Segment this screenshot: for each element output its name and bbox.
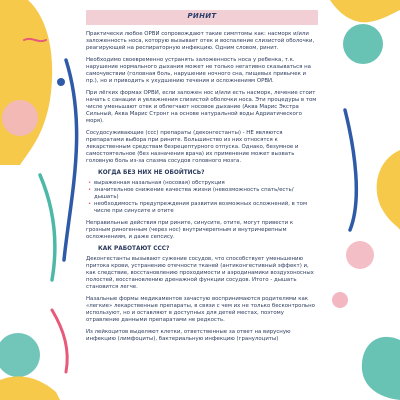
yellow-blob-left <box>0 0 52 165</box>
article <box>86 10 318 348</box>
paragraph: При лёгких формах ОРВИ, если заложен нос и/или есть насморк, лечение стоит начать с санации и увлажнения слизистой оболочки носа. Эти процедуры в том числе уменьшают отек и облегчают носовое дыхание (Аква Марис Экстра Сильный, Аква Марис Стронг на основе натуральной воды Адриатического моря). <box>86 90 317 124</box>
list-item <box>86 201 318 215</box>
section-heading: КОГДА БЕЗ НИХ НЕ ОБОЙТИСЬ? <box>98 170 205 176</box>
yellow-blob-bottom-left <box>0 376 60 400</box>
pink-dot-bottom-right <box>332 292 348 308</box>
section-heading: КАК РАБОТАЮТ ССС? <box>98 246 170 252</box>
teal-circle-bottom-left <box>0 333 40 377</box>
pink-circle-right <box>346 241 374 269</box>
bullet-icon: • <box>88 180 92 186</box>
list-item <box>86 187 318 201</box>
paragraph: Необходимо своевременно устранять заложенность носа у ребенка, т.к. нарушение нормального дыхания может не только негативно сказываться на самочувствии (головная боль, нарушение ночного сна, пищевых привычек и пр.), но и приводить к ухудшению течения и осложнениям ОРВИ. <box>86 57 311 84</box>
title-bar <box>86 10 318 25</box>
list-item-text: выраженная назальная (носовая) обструкция <box>94 180 225 186</box>
teal-blob-bottom-right <box>362 337 400 400</box>
list-item-text: значительное снижение качества жизни (невозможность спать/есть/дышать) <box>94 187 294 200</box>
yellow-blob-top-right <box>330 0 400 22</box>
bullet-list <box>86 180 318 215</box>
paragraph: Неправильные действия при рините, синусите, отите, могут привести к грозным риногенным (через нос) внутричерепным и внутричерепным осложнениям, и даже сепсису. <box>86 220 294 240</box>
pink-circle-left <box>2 100 38 136</box>
paragraph: Деконгестанты вызывают сужение сосудов, что способствует уменьшению притока крови, устранению отечности тканей (антиконгестивный эффект) и, как следствие, восстановлению проходимости и аэродинамики воздухоносных полостей, восстановлению дренажной функции сосудов. Итого - дышать становится легче. <box>86 256 314 290</box>
blue-curve-left <box>64 60 77 260</box>
bullet-icon: • <box>88 201 92 207</box>
list-item-text: необходимость предупреждения развития возможных осложнений, в том числе при синусите и отите <box>94 201 308 214</box>
teal-circle-top-right <box>343 24 383 64</box>
paragraph: Сосудосуживающие (ссс) препараты (деконгестанты) - НЕ являются препаратами выбора при рините. Большинство из них относятся к лекарственным средствам безрецептурного отпуска. Однако, безумное и самостоятельное (без назначения врача) их применение может вызвать головную боль из-за спазма сосудов головного мозга. <box>86 130 299 164</box>
bullet-icon: • <box>88 187 92 193</box>
blue-dot-left <box>57 78 65 86</box>
paragraph: Назальные формы медикаментов зачастую воспринимаются родителями как «легкие» лекарственные препараты, в связи с чем их не только бесконтрольно используют, но и оставляют в доступных для детей местах, поэтому отравление данными препаратами не редкость. <box>86 296 315 323</box>
paragraph: Из лейкоцитов выделяют клетки, ответственные за ответ на вирусную инфекцию (лимфоциты), бактериальную инфекцию (гранулоциты) <box>86 329 291 342</box>
teal-curve-left <box>40 175 55 280</box>
paragraph: Практически любое ОРВИ сопровождают такие симптомы как: насморк и/или заложенность носа, которую вызывает отек и воспаление слизистой оболочки, реагирующей на респираторную инфекцию. Одним словом, ринит. <box>86 31 315 51</box>
list-item <box>86 180 318 187</box>
blue-curve-right <box>345 110 356 230</box>
yellow-blob-right <box>377 150 400 230</box>
page-title: РИНИТ <box>187 12 217 20</box>
pink-curve-bottom-left <box>52 310 67 372</box>
